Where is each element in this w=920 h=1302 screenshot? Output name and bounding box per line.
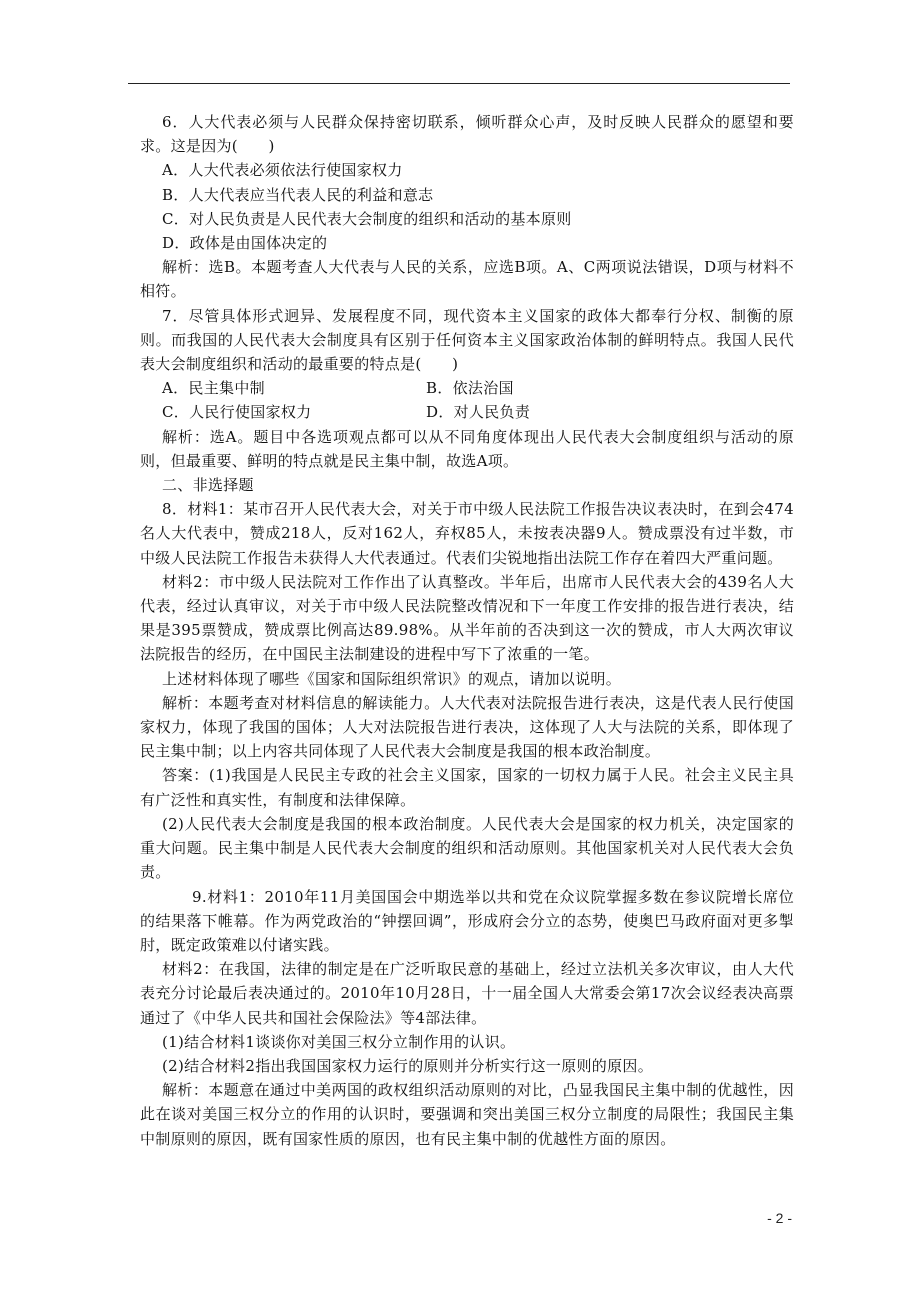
q9-material-1: 9.材料1：2010年11月美国国会中期选举以共和党在众议院掌握多数在参议院增长席位的结果落下帷幕。作为两党政治的“钟摆回调”，形成府会分立的态势，使奥巴马政府面对更多掣肘，既定政策难以付诸实践。 (140, 887, 794, 954)
q7-options-row-2 (140, 400, 794, 424)
q6-stem: 6．人大代表必须与人民群众保持密切联系，倾听群众心声，及时反映人民群众的愿望和要求。这是因为( ) (140, 113, 794, 156)
q7-stem: 7．尽管具体形式迥异、发展程度不同，现代资本主义国家的政体大都奉行分权、制衡的原则。而我国的人民代表大会制度具有区别于任何资本主义国家政治体制的鲜明特点。我国人民代表大会制度组织和活动的最重要的特点是( ) (140, 306, 794, 374)
q6-option-c: C．对人民负责是人民代表大会制度的组织和活动的基本原则 (162, 209, 572, 228)
q8-material-1: 8．材料1：某市召开人民代表大会，对关于市中级人民法院工作报告决议表决时，在到会474名人大代表中，赞成218人，反对162人，弃权85人，未按表决器9人。赞成票没有过半数，市中级人民法院工作报告未获得人大代表通过。代表们尖锐地指出法院工作存在着四大严重问题。 (140, 500, 794, 567)
q8-answer-1: 答案：(1)我国是人民民主专政的社会主义国家，国家的一切权力属于人民。社会主义民主具有广泛性和真实性，有制度和法律保障。 (140, 766, 794, 809)
q8-material-2: 材料2：市中级人民法院对工作作出了认真整改。半年后，出席市人民代表大会的439名人大代表，经过认真审议，对关于市中级人民法院整改情况和下一年度工作安排的报告进行表决，结果是395票赞成，赞成票比例高达89.98%。从半年前的否决到这一次的赞成，市人大两次审议法院报告的经历，在中国民主法制建设的进程中写下了浓重的一笔。 (140, 572, 794, 664)
q8-analysis: 解析：本题考查对材料信息的解读能力。人大代表对法院报告进行表决，这是代表人民行使国家权力，体现了我国的国体；人大对法院报告进行表决，这体现了人大与法院的关系，即体现了民主集中制；以上内容共同体现了人民代表大会制度是我国的根本政治制度。 (140, 693, 794, 761)
q6-option-b: B．人大代表应当代表人民的利益和意志 (162, 185, 434, 204)
page-number: - 2 - (767, 1210, 792, 1226)
q7-option-d: D．对人民负责 (426, 403, 531, 422)
header-rule (128, 83, 790, 84)
document-body (140, 110, 794, 1151)
q9-question-2: (2)结合材料2指出我国国家权力运行的原则并分析实行这一原则的原因。 (162, 1056, 653, 1075)
q9-question-1: (1)结合材料1谈谈你对美国三权分立制作用的认识。 (162, 1032, 516, 1051)
q7-analysis: 解析：选A。题目中各选项观点都可以从不同角度体现出人民代表大会制度组织与活动的原则，但最重要、鲜明的特点就是民主集中制，故选A项。 (140, 427, 794, 470)
q7-option-b: B．依法治国 (426, 379, 514, 398)
q6-option-a: A．人大代表必须依法行使国家权力 (162, 161, 403, 180)
section-heading: 二、非选择题 (162, 476, 254, 495)
q6-analysis: 解析：选B。本题考查人大代表与人民的关系，应选B项。A、C两项说法错误，D项与材料不相符。 (140, 258, 794, 301)
q9-material-2: 材料2：在我国，法律的制定是在广泛听取民意的基础上，经过立法机关多次审议，由人大代表充分讨论最后表决通过的。2010年10月28日，十一届全国人大常委会第17次会议经表决高票通过了《中华人民共和国社会保险法》等4部法律。 (140, 960, 794, 1027)
q9-analysis: 解析：本题意在通过中美两国的政权组织活动原则的对比，凸显我国民主集中制的优越性，因此在谈对美国三权分立的作用的认识时，要强调和突出美国三权分立制度的局限性；我国民主集中制原则的原因，既有国家性质的原因，也有民主集中制的优越性方面的原因。 (140, 1081, 794, 1148)
q8-question: 上述材料体现了哪些《国家和国际组织常识》的观点，请加以说明。 (162, 669, 622, 688)
q7-options-row-1 (140, 376, 794, 400)
q7-option-a: A．民主集中制 (162, 379, 265, 398)
q6-option-d: D．政体是由国体决定的 (162, 234, 328, 253)
q7-option-c: C．人民行使国家权力 (162, 403, 312, 422)
q8-answer-2: (2)人民代表大会制度是我国的根本政治制度。人民代表大会是国家的权力机关，决定国家的重大问题。民主集中制是人民代表大会制度的组织和活动原则。其他国家机关对人民代表大会负责。 (140, 814, 794, 882)
